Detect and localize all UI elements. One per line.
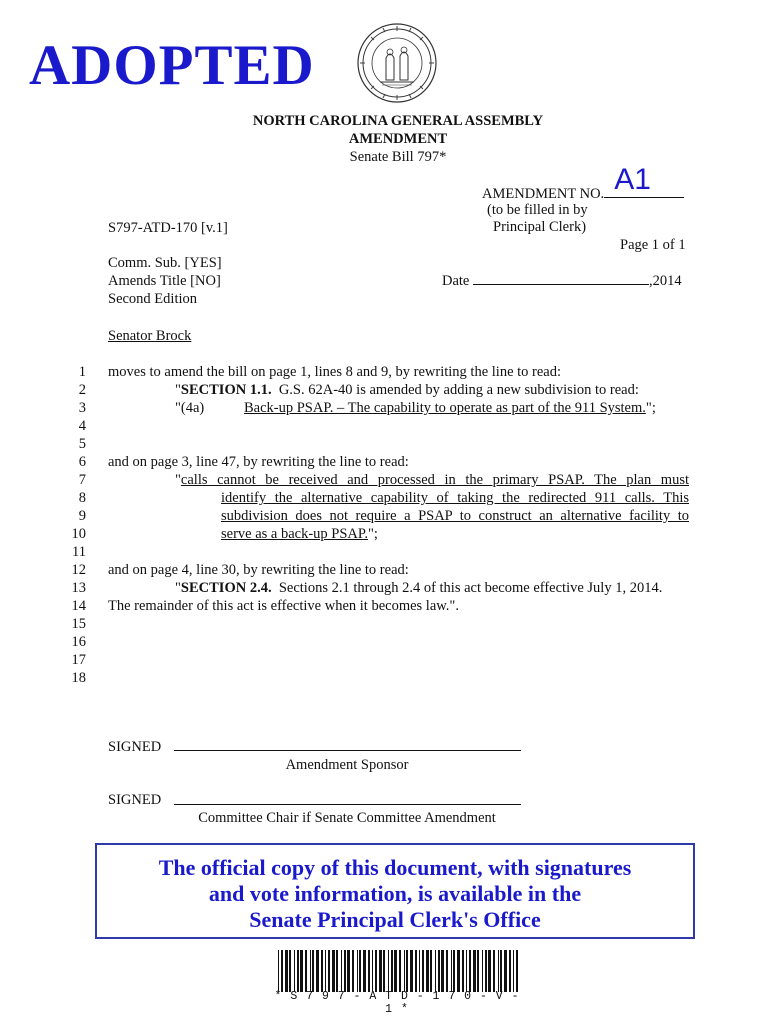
line-number: 3 [78, 400, 86, 416]
quote-end: "; [368, 526, 378, 542]
line-number: 13 [71, 580, 86, 596]
body-line-6: and on page 3, line 47, by rewriting the line to read: [108, 454, 409, 470]
line-number: 11 [72, 544, 86, 560]
body-line-3 [175, 399, 656, 417]
barcode-icon [278, 950, 518, 992]
body-line-9: subdivision does not require a PSAP to construct an alternative facility to [221, 508, 689, 524]
signed-label: SIGNED [108, 792, 162, 808]
date-year: ,2014 [649, 273, 682, 289]
date-row [442, 272, 682, 290]
line-number: 12 [71, 562, 86, 578]
section-heading: SECTION 2.4. [180, 580, 272, 596]
line-number: 9 [78, 508, 86, 524]
quote-mark: " [175, 472, 181, 488]
body-line-13 [175, 579, 662, 597]
section-heading: SECTION 1.1. [180, 382, 272, 398]
line-number: 16 [71, 634, 86, 650]
quote-mark: " [175, 382, 181, 398]
line-number: 1 [78, 364, 86, 380]
sponsor-signature-line [174, 749, 521, 751]
amendment-number-label: AMENDMENT NO. [482, 186, 605, 202]
section-text: Sections 2.1 through 2.4 of this act become effective July 1, 2014. [271, 580, 663, 596]
amendment-number-value: A1 [614, 163, 651, 196]
line-number: 17 [71, 652, 86, 668]
nc-general-assembly-seal-icon [356, 22, 438, 104]
amends-title: Amends Title [NO] [108, 273, 221, 289]
subdivision-body: Back-up PSAP. – The capability to operate as part of the 911 System. [244, 400, 646, 416]
body-line-1: moves to amend the bill on page 1, lines 8 and 9, by rewriting the line to read: [108, 364, 562, 380]
amendment-note-line2: Principal Clerk) [493, 219, 587, 235]
subdivision-text [244, 399, 656, 417]
official-copy-notice [95, 843, 695, 939]
barcode-text: * S 7 9 7 - A T D - 1 7 0 - V - 1 * [274, 990, 520, 1016]
section-text: G.S. 62A-40 is amended by adding a new subdivision to read: [271, 382, 639, 398]
document-type: AMENDMENT [348, 131, 448, 147]
line-number: 4 [78, 418, 86, 434]
subdivision-end: "; [645, 400, 656, 416]
comm-sub: Comm. Sub. [YES] [108, 255, 222, 271]
line-number: 5 [78, 436, 86, 452]
notice-line-2: and vote information, is available in the [208, 881, 582, 906]
body-line-14: The remainder of this act is effective when it becomes law.". [108, 598, 459, 614]
inserted-text: serve as a back-up PSAP. [221, 526, 368, 542]
body-line-10 [221, 525, 378, 543]
subdivision-number: "(4a) [175, 400, 205, 416]
adopted-stamp: ADOPTED [29, 34, 315, 97]
page-indicator: Page 1 of 1 [620, 237, 686, 253]
line-number: 10 [71, 526, 86, 542]
amendment-note-line1: (to be filled in by [487, 202, 588, 218]
line-number: 7 [78, 472, 86, 488]
bill-number: Senate Bill 797* [349, 149, 447, 165]
inserted-text: calls cannot be received and processed in the primary PSAP. The plan must [180, 472, 689, 488]
sponsor-name: Senator Brock [108, 328, 192, 344]
line-number: 2 [78, 382, 86, 398]
body-line-12: and on page 4, line 30, by rewriting the line to read: [108, 562, 409, 578]
quote-mark: " [175, 580, 181, 596]
line-number: 14 [71, 598, 86, 614]
notice-line-1: The official copy of this document, with signatures [158, 855, 632, 880]
line-number: 15 [71, 616, 86, 632]
signed-label: SIGNED [108, 739, 162, 755]
amendment-number-row [482, 163, 684, 203]
date-field [473, 272, 649, 285]
amendment-number-field [604, 163, 684, 198]
line-number: 8 [78, 490, 86, 506]
edition: Second Edition [108, 291, 198, 307]
line-number: 6 [78, 454, 86, 470]
notice-line-3: Senate Principal Clerk's Office [249, 907, 541, 932]
body-line-7 [175, 471, 689, 489]
date-label: Date [442, 273, 470, 289]
body-line-2 [175, 381, 639, 399]
sponsor-caption: Amendment Sponsor [285, 757, 409, 773]
assembly-heading: NORTH CAROLINA GENERAL ASSEMBLY [252, 113, 544, 129]
line-number: 18 [71, 670, 86, 686]
document-id: S797-ATD-170 [v.1] [108, 220, 228, 236]
body-line-8: identify the alternative capability of taking the redirected 911 calls. This [221, 490, 689, 506]
chair-caption: Committee Chair if Senate Committee Amendment [198, 810, 496, 826]
chair-signature-line [174, 803, 521, 805]
